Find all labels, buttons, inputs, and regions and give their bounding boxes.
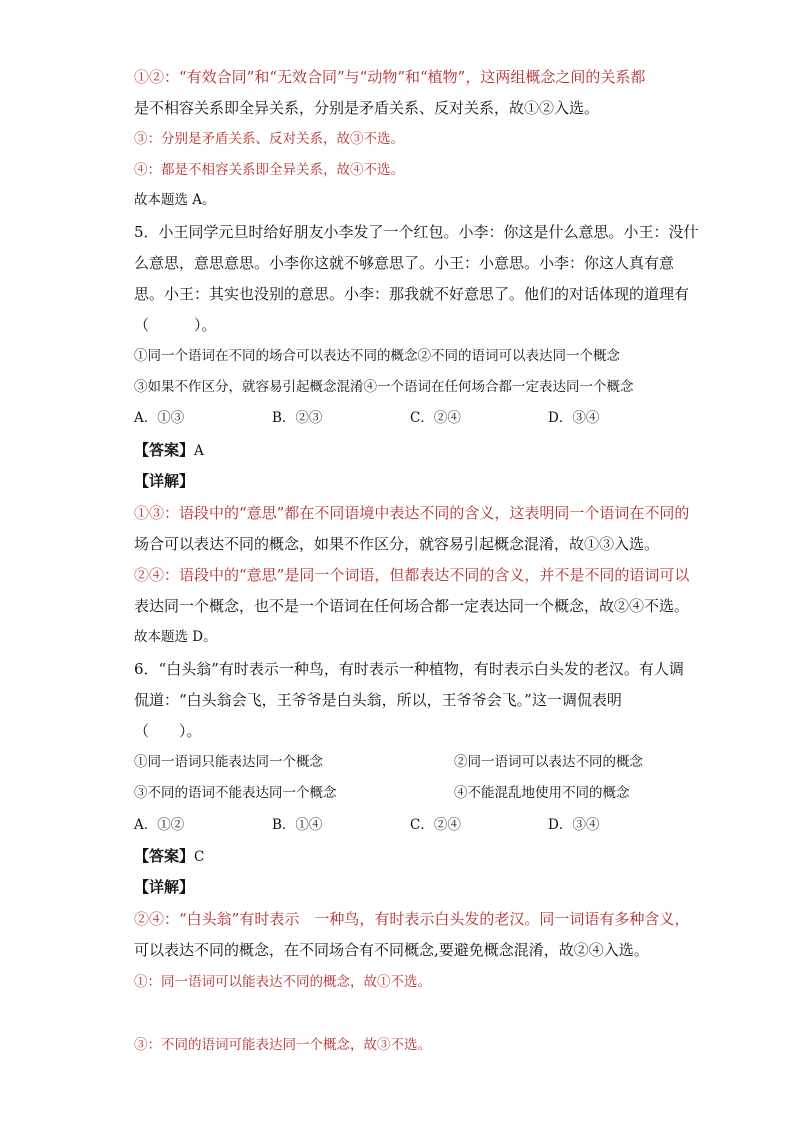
- q5-detail-label: 【详解】: [134, 472, 195, 490]
- q6-answer-value: C: [194, 849, 205, 865]
- q5-option-b: B．②③: [272, 410, 323, 426]
- q6-item-2: ②同一语词可以表达不同的概念: [454, 754, 643, 770]
- q6-stem-line-2: 侃道：“白头翁会飞，王爷爷是白头翁，所以，王爷爷会飞。”这一调侃表明: [134, 691, 622, 709]
- q4-explanation-4: ④：都是不相容关系即全异关系，故④不选。: [134, 162, 404, 178]
- q6-item-4: ④不能混乱地使用不同的概念: [454, 785, 630, 801]
- q6-explanation-24: ②④：“白头翁”有时表示 一种鸟，有时表示白头发的老汉。同一词语有多种含义，: [134, 910, 690, 928]
- q5-option-c: C．②④: [410, 410, 461, 426]
- q5-explanation-24-cont: 表达同一个概念，也不是一个语词在任何场合都一定表达同一个概念，故②④不选。: [134, 597, 690, 615]
- q6-item-1: ①同一语词只能表达同一个概念: [134, 754, 323, 770]
- q5-stem-line-1: 5．小王同学元旦时给好朋友小李发了一个红包。小李：你这是什么意思。小王：没什: [134, 223, 699, 241]
- q6-option-a: A．①②: [134, 817, 185, 833]
- q5-option-a: A．①③: [134, 410, 185, 426]
- q5-conclusion: 故本题选 D。: [134, 629, 217, 645]
- q4-explanation-12-cont: 是不相容关系即全异关系，分别是矛盾关系、反对关系，故①②入选。: [134, 99, 600, 117]
- q6-stem-line-1: 6．“白头翁”有时表示一种鸟，有时表示一种植物，有时表示白头发的老汉。有人调: [134, 660, 684, 678]
- q5-stem-line-4: （ ）。: [134, 316, 217, 334]
- q6-option-c: C．②④: [410, 817, 461, 833]
- q4-explanation-12: ①②：“有效合同”和“无效合同”与“动物”和“植物”，这两组概念之间的关系都: [134, 68, 646, 86]
- q5-stem-line-3: 思。小王：其实也没别的意思。小李：那我就不好意思了。他们的对话体现的道理有: [134, 285, 690, 303]
- q6-explanation-3: ③：不同的语词可能表达同一个概念，故③不选。: [134, 1037, 431, 1053]
- q5-option-d: D．③④: [548, 410, 600, 426]
- q6-stem-line-3: （ ）。: [134, 722, 202, 740]
- q5-items-line-2: ③如果不作区分，就容易引起概念混淆④一个语词在任何场合都一定表达同一个概念: [134, 379, 634, 395]
- q6-detail-label: 【详解】: [134, 878, 195, 896]
- q5-answer: [134, 440, 204, 461]
- q6-item-3: ③不同的语词不能表达同一个概念: [134, 785, 337, 801]
- q5-stem-line-2: 么意思，意思意思。小李你这就不够意思了。小王：小意思。小李：你这人真有意: [134, 254, 675, 272]
- q5-explanation-13-cont: 场合可以表达不同的概念，如果不作区分，就容易引起概念混淆，故①③入选。: [134, 535, 660, 553]
- q5-explanation-13: ①③：语段中的“意思”都在不同语境中表达不同的含义，这表明同一个语词在不同的: [134, 504, 690, 522]
- q6-answer: [134, 846, 204, 867]
- q4-explanation-3: ③：分别是矛盾关系、反对关系，故③不选。: [134, 131, 404, 147]
- q5-answer-value: A: [194, 443, 204, 459]
- q4-conclusion: 故本题选 A。: [134, 192, 216, 208]
- q5-explanation-24: ②④：语段中的“意思”是同一个词语，但都表达不同的含义，并不是不同的语词可以: [134, 566, 690, 584]
- q5-answer-label: 【答案】: [134, 441, 195, 459]
- q5-items-line-1: ①同一个语词在不同的场合可以表达不同的概念②不同的语词可以表达同一个概念: [134, 348, 620, 364]
- q6-explanation-1: ①：同一语词可以能表达不同的概念，故①不选。: [134, 974, 431, 990]
- q6-option-b: B．①④: [272, 817, 323, 833]
- q6-answer-label: 【答案】: [134, 847, 195, 865]
- q6-option-d: D．③④: [548, 817, 600, 833]
- q6-explanation-24-cont: 可以表达不同的概念，在不同场合有不同概念,要避免概念混淆，故②④入选。: [134, 941, 649, 959]
